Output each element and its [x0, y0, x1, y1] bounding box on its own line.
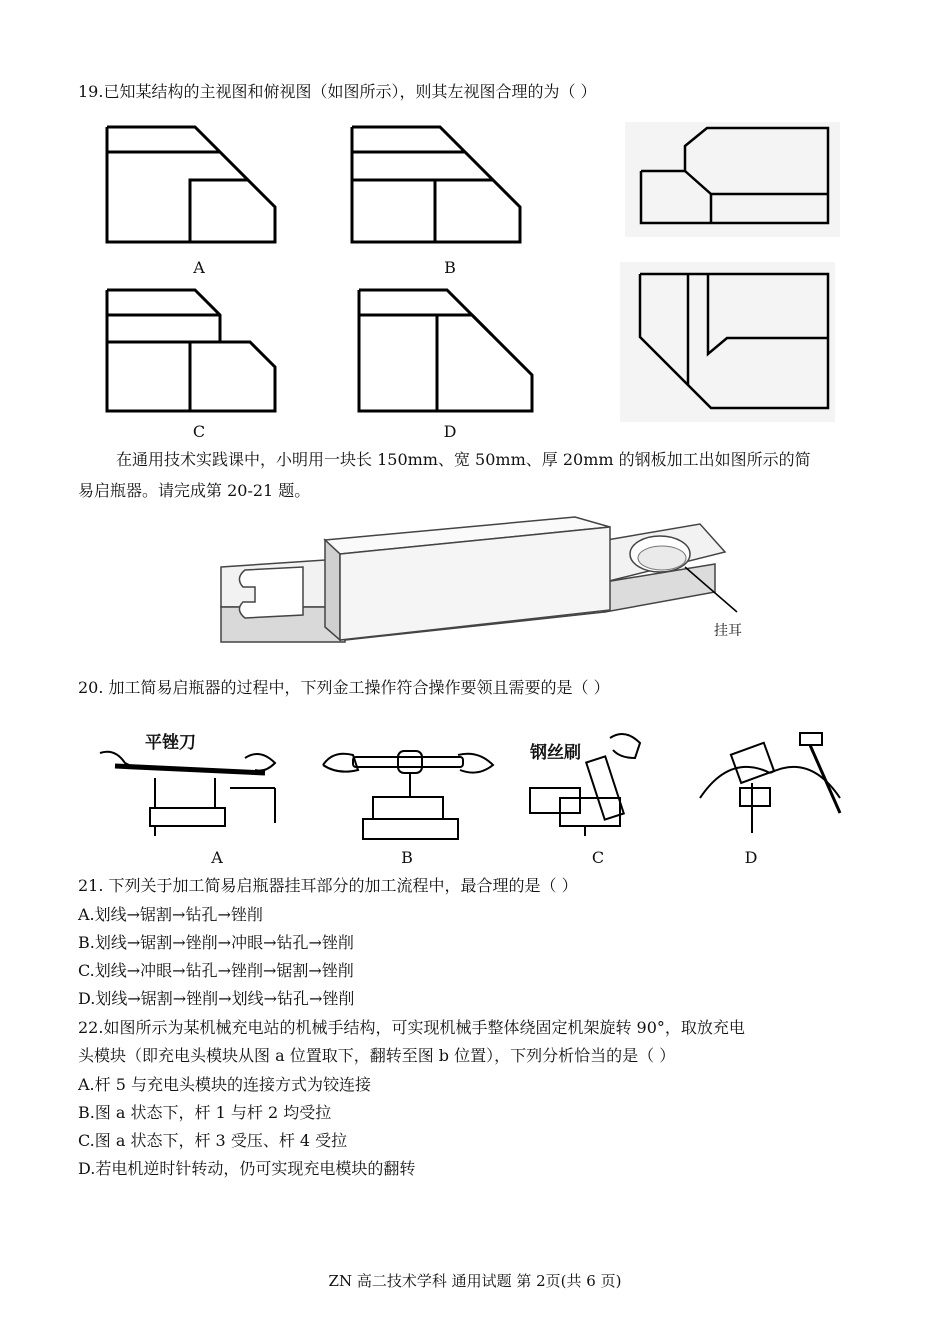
q20-label-b: B — [401, 848, 413, 867]
q19-stem: 19.已知某结构的主视图和俯视图（如图所示），则其左视图合理的为（ ） — [78, 82, 597, 101]
q19-label-c: C — [192, 422, 206, 441]
q22-option-d: D.若电机逆时针转动，仍可实现充电模块的翻转 — [78, 1159, 416, 1178]
q19-front-view — [625, 122, 840, 237]
page-footer: ZN 高二技术学科 通用试题 第 2页(共 6 页) — [328, 1272, 622, 1290]
q19-option-a-figure — [100, 122, 290, 247]
intro-line-1: 在通用技术实践课中，小明用一块长 150mm、宽 50mm、厚 20mm 的钢板加工出如图所示的简 — [116, 450, 811, 469]
q22-stem-line-2: 头模块（即充电头模块从图 a 位置取下，翻转至图 b 位置），下列分析恰当的是（ ） — [78, 1046, 676, 1065]
q19-option-d-figure — [352, 285, 552, 415]
q20-option-d-figure — [690, 728, 850, 838]
q22-option-b: B.图 a 状态下，杆 1 与杆 2 均受拉 — [78, 1103, 332, 1122]
bottle-opener-figure — [215, 512, 775, 652]
q21-option-b: B.划线→锯割→锉削→冲眼→钻孔→锉削 — [78, 933, 354, 952]
q19-option-b-figure — [345, 122, 535, 247]
q22-option-a: A.杆 5 与充电头模块的连接方式为铰连接 — [78, 1075, 371, 1094]
q19-label-b: B — [444, 258, 456, 277]
q21-stem: 21. 下列关于加工简易启瓶器挂耳部分的加工流程中，最合理的是（ ） — [78, 876, 578, 895]
q22-option-c: C.图 a 状态下，杆 3 受压、杆 4 受拉 — [78, 1131, 348, 1150]
q22-stem-line-1: 22.如图所示为某机械充电站的机械手结构，可实现机械手整体绕固定机架旋转 90°，取放充电 — [78, 1018, 745, 1037]
q20-label-a: A — [211, 848, 223, 867]
q21-option-a: A.划线→锯割→钻孔→锉削 — [78, 905, 263, 924]
q21-option-c: C.划线→冲眼→钻孔→锉削→锯割→锉削 — [78, 961, 354, 980]
q20-flat-file-label: 平锉刀 — [145, 733, 196, 753]
q20-stem: 20. 加工简易启瓶器的过程中，下列金工操作符合操作要领且需要的是（ ） — [78, 678, 610, 697]
intro-line-2: 易启瓶器。请完成第 20-21 题。 — [78, 481, 311, 500]
q20-label-c: C — [591, 848, 605, 867]
hanging-ear-callout: 挂耳 — [714, 623, 742, 639]
q19-top-view — [620, 262, 835, 422]
q19-option-c-figure — [100, 285, 290, 415]
q20-wire-brush-label: 钢丝刷 — [530, 743, 581, 763]
q20-option-b-figure — [318, 735, 498, 845]
q19-label-a: A — [193, 258, 205, 277]
q19-label-d: D — [443, 422, 457, 441]
q21-option-d: D.划线→锯割→锉削→划线→钻孔→锉削 — [78, 989, 355, 1008]
q20-label-d: D — [744, 848, 758, 867]
